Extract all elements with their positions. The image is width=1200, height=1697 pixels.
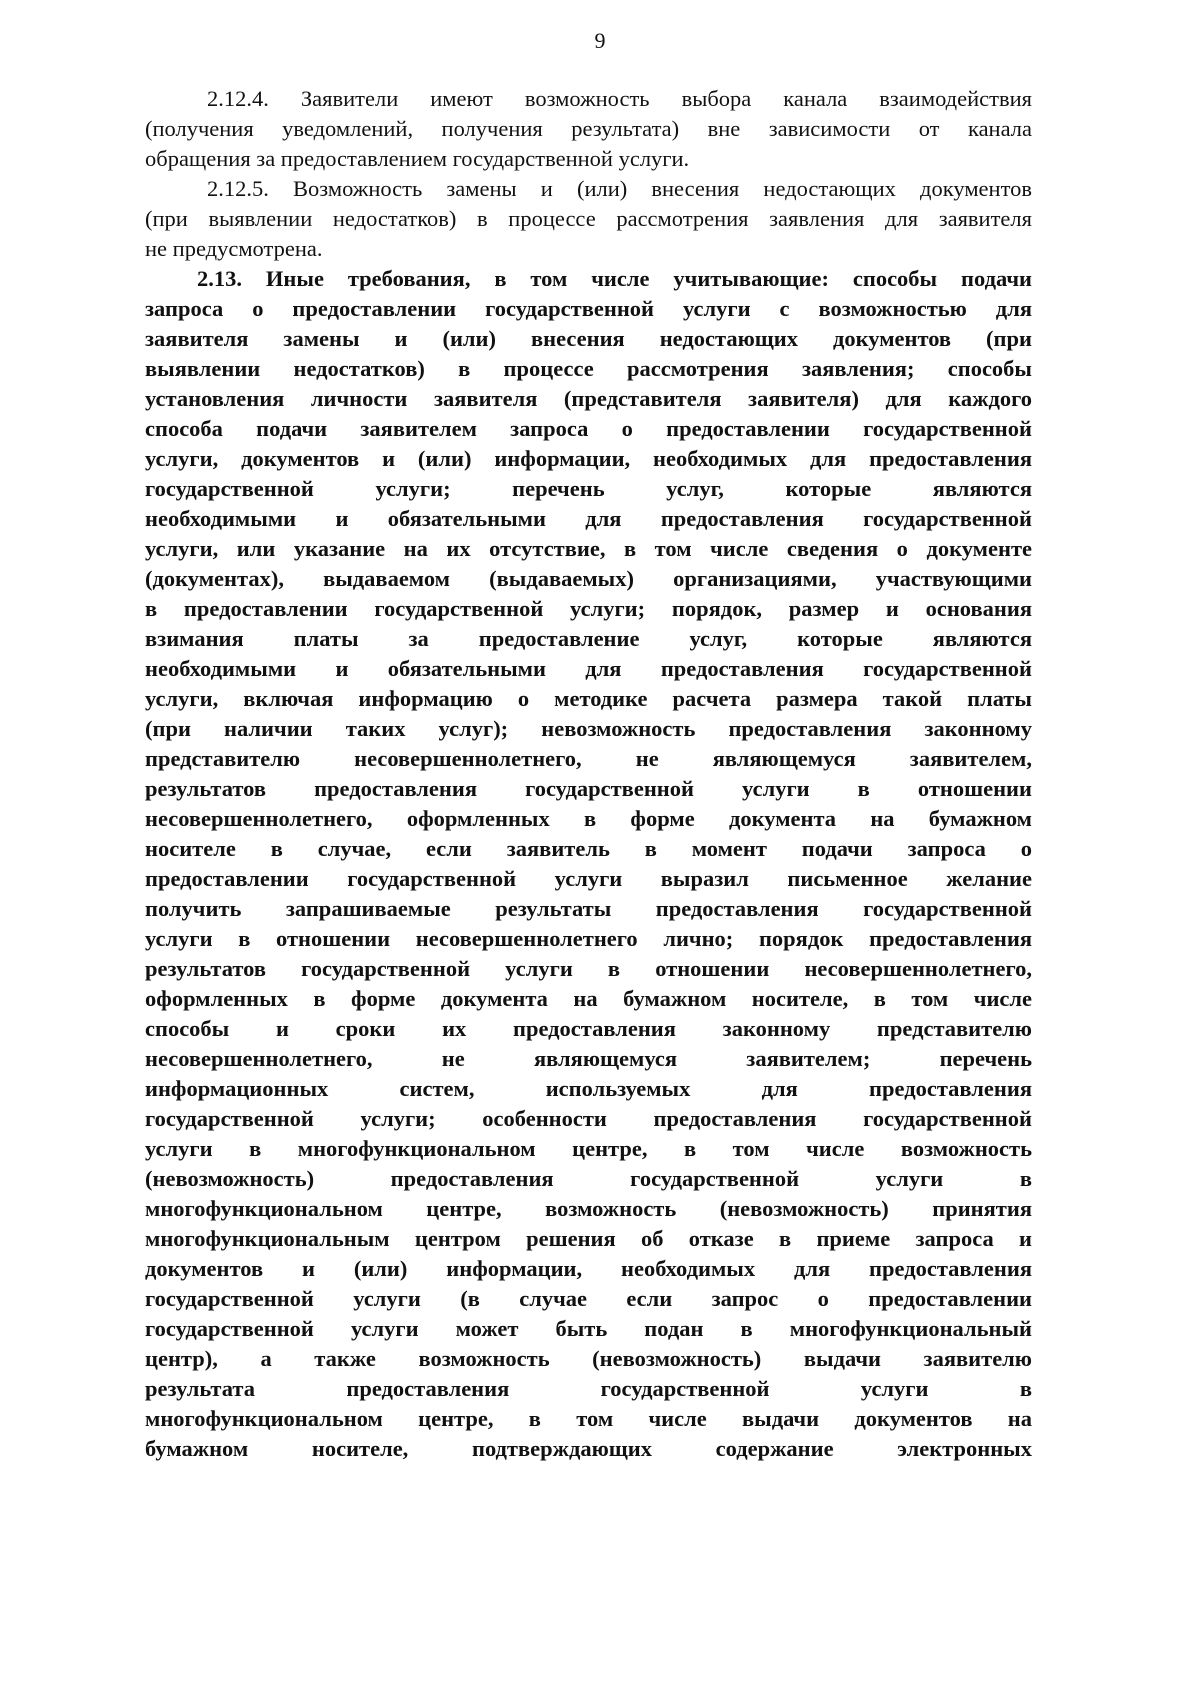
- text-line: результатов государственной услуги в отношении несовершеннолетнего,: [145, 956, 1032, 981]
- text-line: представителю несовершеннолетнего, не являющемуся заявителем,: [145, 746, 1032, 771]
- text-line: услуги, включая информацию о методике расчета размера такой платы: [145, 686, 1032, 711]
- text-line: 2.12.5. Возможность замены и (или) внесения недостающих документов: [207, 176, 1032, 201]
- text-line: (при наличии таких услуг); невозможность предоставления законному: [145, 716, 1032, 741]
- text-line: несовершеннолетнего, не являющемуся заявителем; перечень: [145, 1046, 1032, 1071]
- text-line: заявителя замены и (или) внесения недостающих документов (при: [145, 326, 1032, 351]
- text-line: услуги в многофункциональном центре, в том числе возможность: [145, 1136, 1032, 1161]
- text-line: результата предоставления государственной услуги в: [145, 1376, 1032, 1401]
- text-line: многофункциональном центре, в том числе выдачи документов на: [145, 1406, 1032, 1431]
- text-line: предоставлении государственной услуги выразил письменное желание: [145, 866, 1032, 891]
- text-line: оформленных в форме документа на бумажном носителе, в том числе: [145, 986, 1032, 1011]
- text-line: не предусмотрена.: [145, 236, 323, 261]
- text-line: услуги в отношении несовершеннолетнего лично; порядок предоставления: [145, 926, 1032, 951]
- text-line: несовершеннолетнего, оформленных в форме документа на бумажном: [145, 806, 1032, 831]
- paragraph: [145, 84, 1032, 174]
- text-line: услуги, или указание на их отсутствие, в том числе сведения о документе: [145, 536, 1032, 561]
- text-line: многофункциональном центре, возможность (невозможность) принятия: [145, 1196, 1032, 1221]
- text-line: носителе в случае, если заявитель в момент подачи запроса о: [145, 836, 1032, 861]
- paragraph: [145, 174, 1032, 264]
- text-line: услуги, документов и (или) информации, необходимых для предоставления: [145, 446, 1032, 471]
- text-line: бумажном носителе, подтверждающих содержание электронных: [145, 1436, 1032, 1461]
- text-line: получить запрашиваемые результаты предоставления государственной: [145, 896, 1032, 921]
- section-heading-paragraph: [145, 264, 1032, 1464]
- text-line: (при выявлении недостатков) в процессе рассмотрения заявления для заявителя: [145, 206, 1032, 231]
- text-line: государственной услуги; перечень услуг, которые являются: [145, 476, 1032, 501]
- text-line: (получения уведомлений, получения результата) вне зависимости от канала: [145, 116, 1032, 141]
- text-line: взимания платы за предоставление услуг, которые являются: [145, 626, 1032, 651]
- text-line: установления личности заявителя (представителя заявителя) для каждого: [145, 386, 1032, 411]
- text-line: центр), а также возможность (невозможность) выдачи заявителю: [145, 1346, 1032, 1371]
- text-line: 2.12.4. Заявители имеют возможность выбора канала взаимодействия: [207, 86, 1032, 111]
- text-line: результатов предоставления государственной услуги в отношении: [145, 776, 1032, 801]
- text-line: необходимыми и обязательными для предоставления государственной: [145, 506, 1032, 531]
- text-line: обращения за предоставлением государственной услуги.: [145, 146, 690, 171]
- text-line: многофункциональным центром решения об отказе в приеме запроса и: [145, 1226, 1032, 1251]
- text-line: 2.13. Иные требования, в том числе учитывающие: способы подачи: [197, 266, 1032, 291]
- text-line: способы и сроки их предоставления законному представителю: [145, 1016, 1032, 1041]
- document-body: [145, 84, 1032, 1464]
- text-line: запроса о предоставлении государственной услуги с возможностью для: [145, 296, 1032, 321]
- text-line: государственной услуги может быть подан в многофункциональный: [145, 1316, 1032, 1341]
- text-line: способа подачи заявителем запроса о предоставлении государственной: [145, 416, 1032, 441]
- text-line: необходимыми и обязательными для предоставления государственной: [145, 656, 1032, 681]
- page-number: 9: [594, 28, 606, 53]
- text-line: документов и (или) информации, необходимых для предоставления: [145, 1256, 1032, 1281]
- text-line: информационных систем, используемых для предоставления: [145, 1076, 1032, 1101]
- text-line: государственной услуги; особенности предоставления государственной: [145, 1106, 1032, 1131]
- text-line: (невозможность) предоставления государственной услуги в: [145, 1166, 1032, 1191]
- text-line: государственной услуги (в случае если запрос о предоставлении: [145, 1286, 1032, 1311]
- text-line: (документах), выдаваемом (выдаваемых) организациями, участвующими: [145, 566, 1032, 591]
- text-line: в предоставлении государственной услуги; порядок, размер и основания: [145, 596, 1032, 621]
- text-line: выявлении недостатков) в процессе рассмотрения заявления; способы: [145, 356, 1032, 381]
